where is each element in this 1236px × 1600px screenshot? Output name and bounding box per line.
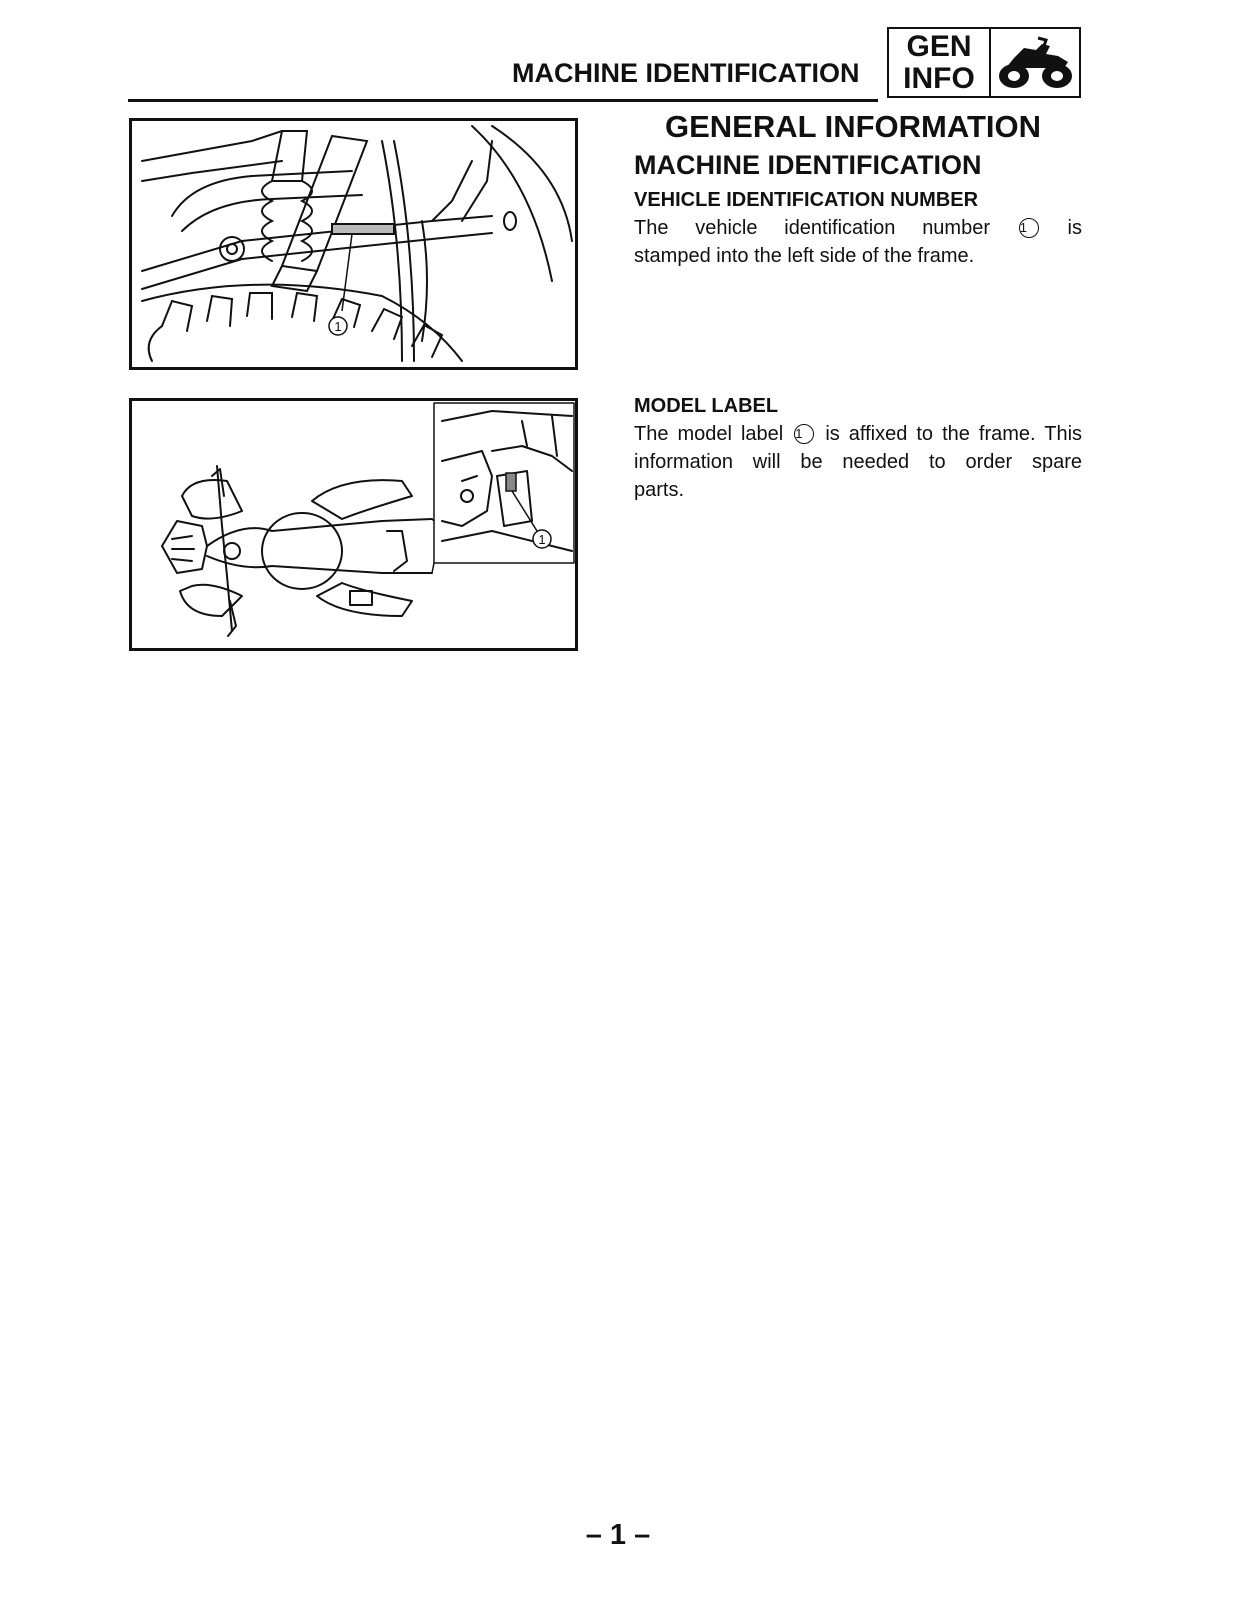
vin-paragraph (634, 214, 1082, 270)
badge-line-2: INFO (903, 61, 975, 95)
vin-text-after: is (1067, 217, 1082, 239)
model-label-text-before: The model label (634, 423, 784, 445)
vin-heading: VEHICLE IDENTIFICATION NUMBER (634, 189, 979, 211)
model-label-line-1 (634, 420, 1082, 448)
model-label-callout-ref: 1 (794, 424, 814, 444)
model-label-location-illustration (132, 401, 575, 648)
gen-info-badge (887, 27, 1081, 98)
vin-callout-ref: 1 (1019, 218, 1039, 238)
badge-line-1: GEN (906, 29, 972, 63)
page-number: – 1 – (585, 1519, 651, 1551)
header-divider (128, 99, 878, 102)
vin-location-illustration (132, 121, 575, 367)
chapter-title: GENERAL INFORMATION (665, 109, 1042, 144)
model-label-line-3: parts. (634, 479, 685, 501)
vin-line-2: stamped into the left side of the frame. (634, 245, 975, 267)
atv-icon (991, 29, 1079, 96)
section-title: MACHINE IDENTIFICATION (634, 150, 982, 180)
model-label-heading: MODEL LABEL (634, 395, 779, 417)
label-figure-callout: 1 (538, 532, 546, 547)
model-label-paragraph (634, 420, 1082, 504)
badge-text (889, 29, 991, 96)
model-label-text-after: is affixed to the frame. This (825, 423, 1083, 445)
vin-location-figure (129, 118, 578, 370)
model-label-line-2: information will be needed to order spare (634, 451, 1082, 473)
vin-text-before: The vehicle identification number (634, 217, 991, 239)
vin-figure-callout: 1 (334, 319, 342, 334)
header-section-title: MACHINE IDENTIFICATION (512, 58, 860, 88)
model-label-location-figure (129, 398, 578, 651)
vin-line-1 (634, 214, 1082, 242)
